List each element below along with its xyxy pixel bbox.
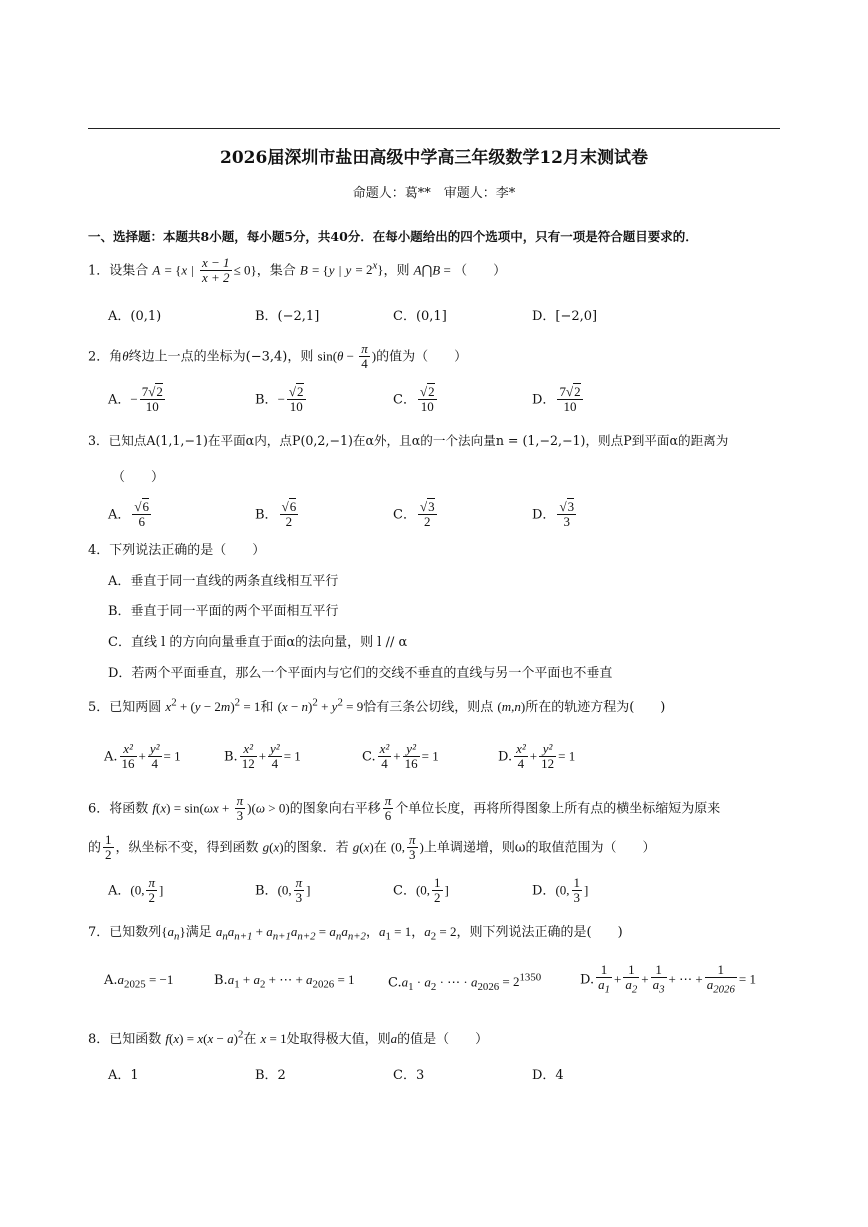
question-4: 4．下列说法正确的是（ ） <box>88 543 266 558</box>
page-title: 2026届深圳市盐田高级中学高三年级数学12月末测试卷 <box>220 148 648 168</box>
question-5: 5．已知两圆 $x^2 + (y - 2m)^2 = 1$和 $(x - n)^2 + y^2 = 9$恰有三条公切线，则点 (m,n)所在的轨迹方程为( ) <box>88 696 666 715</box>
q6-option-d[interactable]: D．(0, $\frac{1}{3}$ ] <box>532 875 589 906</box>
section-heading: 一、选择题：本题共8小题，每小题5分，共40分．在每小题给出的四个选项中，只有一项是符合题目要求的． <box>88 229 698 244</box>
q7-option-c[interactable]: $C.a_1 \cdot a_2$ · ⋯ · $a_{2026} = 2^{1350}$ <box>388 972 542 993</box>
q2-option-b[interactable]: B．− $\frac{√2}{10}$ <box>255 384 304 415</box>
q3-option-d[interactable]: D． $\frac{√3}{3}$ <box>532 499 575 530</box>
question-3: 3．已知点A(1,1,−1)在平面α内，点P(0,2,−1)在α外，且α的一个法向量n = (1,−2,−1)，则点P到平面α的距离为 <box>88 433 729 448</box>
q6-option-c[interactable]: C．(0, $\frac{1}{2}$ ] <box>393 875 449 906</box>
question-8: 8．已知函数 $f(x) = x(x - a)^2$在 x = 1处取得极大值，则a的值是（ ） <box>88 1028 489 1047</box>
header-rule <box>88 128 780 129</box>
q8-option-a[interactable]: A．1 <box>108 1068 139 1083</box>
q1-option-c[interactable]: C．(0,1] <box>393 309 447 324</box>
q5-option-c[interactable]: C. $\frac{\text{x²}}{4}$ + $\frac{\text{y²}}{16}$ = 1 <box>362 741 439 772</box>
question-6-line1: 6．将函数 f(x) = sin(ωx + $\frac{\pi}{3}$ )(ω > 0)的图象向右平移 $\frac{\pi}{6}$ 个单位长度，再将所得图象上所有点的横坐标缩短为原来 <box>88 793 721 824</box>
q4-option-d[interactable]: D．若两个平面垂直，那么一个平面内与它们的交线不垂直的直线与另一个平面也不垂直 <box>108 666 613 681</box>
question-7: 7．已知数列$\{a_n\}$满足 $a_na_{n+1} + a_{n+1}a_{n+2} = a_na_{n+2}$，$a_1 = 1$，$a_2 = 2$，则下列说法正确的是( ) <box>88 924 623 943</box>
author-line: 命题人：葛** 审题人：李* <box>352 186 516 201</box>
q1-option-a[interactable]: A．(0,1) <box>108 309 162 324</box>
q5-option-a[interactable]: A. $\frac{\text{x²}}{16}$ + $\frac{\text{y²}}{4}$ = 1 <box>104 741 181 772</box>
q8-option-d[interactable]: D．4 <box>532 1068 564 1083</box>
q1-option-b[interactable]: B．(−2,1] <box>255 309 320 324</box>
q6-option-a[interactable]: A．(0, $\frac{\pi}{2}$ ] <box>108 875 164 906</box>
question-6-line2: 的 $\frac{1}{2}$ ，纵坐标不变，得到函数 g(x)的图象．若 g(x)在 (0, $\frac{\pi}{3}$ )上单调递增，则ω的取值范围为（ ） <box>88 832 656 863</box>
q7-option-b[interactable]: $B.a_1 + a_2$ + ⋯ + $a_{2026} = 1$ <box>214 972 355 991</box>
q8-option-c[interactable]: C．3 <box>393 1068 425 1083</box>
q4-option-c[interactable]: C．直线 l 的方向向量垂直于面α的法向量，则 l // α <box>108 635 408 650</box>
q4-option-a[interactable]: A．垂直于同一直线的两条直线相互平行 <box>108 574 339 589</box>
q2-option-d[interactable]: D． $\frac{7√2}{10}$ <box>532 384 581 415</box>
question-1: 1．设集合 A = {x | $\frac{x - 1}{x + 2}$ ≤ 0}，集合 B = {y | $y = 2^x$}，则 A⋂B = （ ） <box>88 255 507 286</box>
question-2: 2．角θ终边上一点的坐标为(−3,4)，则 sin(θ − $\frac{\pi}{4}$ )的值为（ ） <box>88 341 468 372</box>
q1-option-d[interactable]: D．[−2,0] <box>532 309 598 324</box>
q3-option-a[interactable]: A． $\frac{√6}{6}$ <box>108 499 150 530</box>
q2-option-c[interactable]: C． $\frac{√2}{10}$ <box>393 384 435 415</box>
q3-option-b[interactable]: B． $\frac{√6}{2}$ <box>255 499 297 530</box>
q8-option-b[interactable]: B．2 <box>255 1068 286 1083</box>
q3-option-c[interactable]: C． $\frac{√3}{2}$ <box>393 499 435 530</box>
q7-option-d[interactable]: D. $\frac{1}{a_1}$ + $\frac{1}{a_2}$ + $\frac{1}{a_3}$ + ⋯ + $\frac{1}{a_{2026}}$ = 1 <box>580 962 756 996</box>
q5-option-b[interactable]: B. $\frac{\text{x²}}{12}$ + $\frac{\text{y²}}{4}$ = 1 <box>224 741 301 772</box>
q5-option-d[interactable]: D. $\frac{\text{x²}}{4}$ + $\frac{\text{y²}}{12}$ = 1 <box>498 741 576 772</box>
q7-option-a[interactable]: $A.a_{2025} = -1$ <box>104 972 174 991</box>
q4-option-b[interactable]: B．垂直于同一平面的两个平面相互平行 <box>108 604 339 619</box>
question-3-paren: （ ） <box>112 470 165 485</box>
q6-option-b[interactable]: B．(0, $\frac{\pi}{3}$ ] <box>255 875 311 906</box>
q2-option-a[interactable]: A．− $\frac{7√2}{10}$ <box>108 384 163 415</box>
